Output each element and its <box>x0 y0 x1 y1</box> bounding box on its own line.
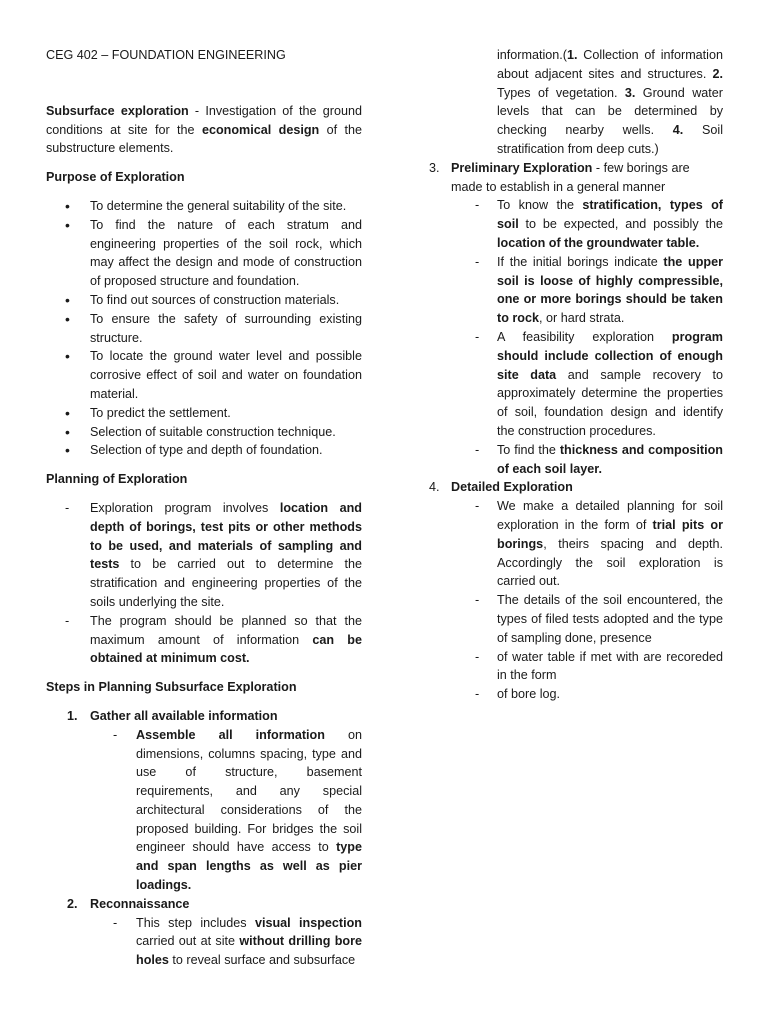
intro-paragraph: Subsurface exploration - Investigation of the ground conditions at site for the economical design of the substructure elements. <box>46 103 363 156</box>
step-title: Detailed Exploration <box>451 480 573 495</box>
bullet-icon: • <box>65 423 70 440</box>
dash-icon: - <box>113 915 118 930</box>
list-item: • To find the nature of each stratum and engineering properties of the soil rock, which may affect the design and mode of construction of proposed structure and foundation. <box>65 216 362 289</box>
dash-icon: - <box>65 613 70 628</box>
list-item: • To find out sources of construction materials. <box>65 291 340 308</box>
step-title: Reconnaissance <box>90 896 190 911</box>
dash-icon: - <box>475 499 480 514</box>
list-item: - of bore log. <box>451 685 723 704</box>
bullet-icon: • <box>65 291 70 308</box>
steps-list-continued <box>424 159 723 704</box>
list-item: - of water table if met with are recoreded in the form <box>475 649 723 683</box>
step-sublist <box>90 914 362 970</box>
list-item: - If the initial borings indicate the upper soil is loose of highly compressible, one or more borings should be taken to rock, or hard strata. <box>475 254 723 326</box>
step-item <box>46 707 362 895</box>
purpose-list <box>46 197 362 460</box>
reconnaissance-continuation: information.(1. Collection of information about adjacent sites and structures. 2. Types of vegetation. 3. Ground water levels that can be determined by checking nearby wells. 4. Soil stratification from deep cuts.) <box>497 48 724 156</box>
list-item: - To know the stratification, types of soil to be expected, and possibly the location of the groundwater table. <box>475 198 723 250</box>
step-item <box>424 478 723 704</box>
right-column <box>424 46 723 704</box>
purpose-heading: Purpose of Exploration <box>46 170 185 185</box>
bullet-icon: • <box>65 216 70 233</box>
list-item: - The program should be planned so that the maximum amount of information can be obtained at minimum cost. <box>65 613 362 666</box>
list-item: • To determine the general suitability of the site. <box>65 197 347 214</box>
bullet-icon: • <box>65 442 70 459</box>
steps-heading: Steps in Planning Subsurface Exploration <box>46 680 297 695</box>
dash-icon: - <box>475 329 480 344</box>
list-item: - Assemble all information on dimensions, columns spacing, type and use of structure, basement requirements, and any special architectural considerations of the proposed building. For bridges the soil engineer should have access to type and span lengths as well as pier loadings. <box>113 727 362 893</box>
dash-icon: - <box>475 649 480 664</box>
dash-icon: - <box>113 727 118 742</box>
dash-icon: - <box>475 254 480 269</box>
list-item: - The details of the soil encountered, the types of filed tests adopted and the type of sampling done, presence <box>475 593 723 645</box>
step-number: 1. <box>67 708 78 723</box>
planning-heading: Planning of Exploration <box>46 472 188 487</box>
bullet-icon: • <box>65 197 70 214</box>
step-title: Preliminary Exploration <box>451 160 593 175</box>
dash-icon: - <box>475 198 480 213</box>
list-item: - We make a detailed planning for soil exploration in the form of trial pits or borings, theirs spacing and depth. Accordingly the soil exploration is carried out. <box>475 499 723 589</box>
step-number: 3. <box>429 160 440 175</box>
bullet-icon: • <box>65 348 70 365</box>
dash-icon: - <box>475 593 480 608</box>
dash-icon: - <box>475 687 480 702</box>
step-sublist <box>90 726 362 895</box>
list-item: - To find the thickness and composition of each soil layer. <box>475 442 723 476</box>
step-number: 2. <box>67 896 78 911</box>
list-item: • Selection of suitable construction technique. <box>65 423 336 440</box>
list-item: • To predict the settlement. <box>65 404 231 421</box>
list-item: - This step includes visual inspection carried out at site without drilling bore holes to reveal surface and subsurface <box>113 915 362 968</box>
document-title: CEG 402 – FOUNDATION ENGINEERING <box>46 48 286 62</box>
step-item <box>46 895 362 970</box>
planning-list <box>46 499 362 668</box>
list-item: • Selection of type and depth of foundation. <box>65 442 323 459</box>
bullet-icon: • <box>65 404 70 421</box>
step-title: Gather all available information <box>90 708 278 723</box>
dash-icon: - <box>65 500 70 515</box>
steps-list <box>46 707 362 970</box>
list-item: • To locate the ground water level and possible corrosive effect of soil and water on foundation material. <box>65 348 362 401</box>
list-item: - Exploration program involves location and depth of borings, test pits or other methods to be used, and materials of sampling and tests to be carried out to determine the stratification and engineering properties of the soils underlying the site. <box>65 500 362 609</box>
step-sublist <box>451 497 723 704</box>
step-item: 3. Preliminary Exploration - few borings are made to establish in a general manner - To know the stratification, types of soil to be expected, and possibly the location of the groundwater table. - If the initial borings indicate the upper soil is loose of highly compressible, one or more borings should be taken to rock, or hard strata. - A feasibility exploration program should include collection of enough site data and sample recovery to approximately determine the properties of soil, foundation design and identify the construction procedures. - To find the thickness and composition of each soil layer. <box>424 159 723 479</box>
step-number: 4. <box>429 480 440 495</box>
dash-icon: - <box>475 442 480 457</box>
list-item: • To ensure the safety of surrounding existing structure. <box>65 310 362 345</box>
step-sublist <box>451 196 723 478</box>
list-item: - A feasibility exploration program should include collection of enough site data and sample recovery to approximately determine the properties of soil, foundation design and identify the construction procedures. <box>475 329 723 438</box>
bullet-icon: • <box>65 310 70 327</box>
left-column <box>46 46 362 970</box>
